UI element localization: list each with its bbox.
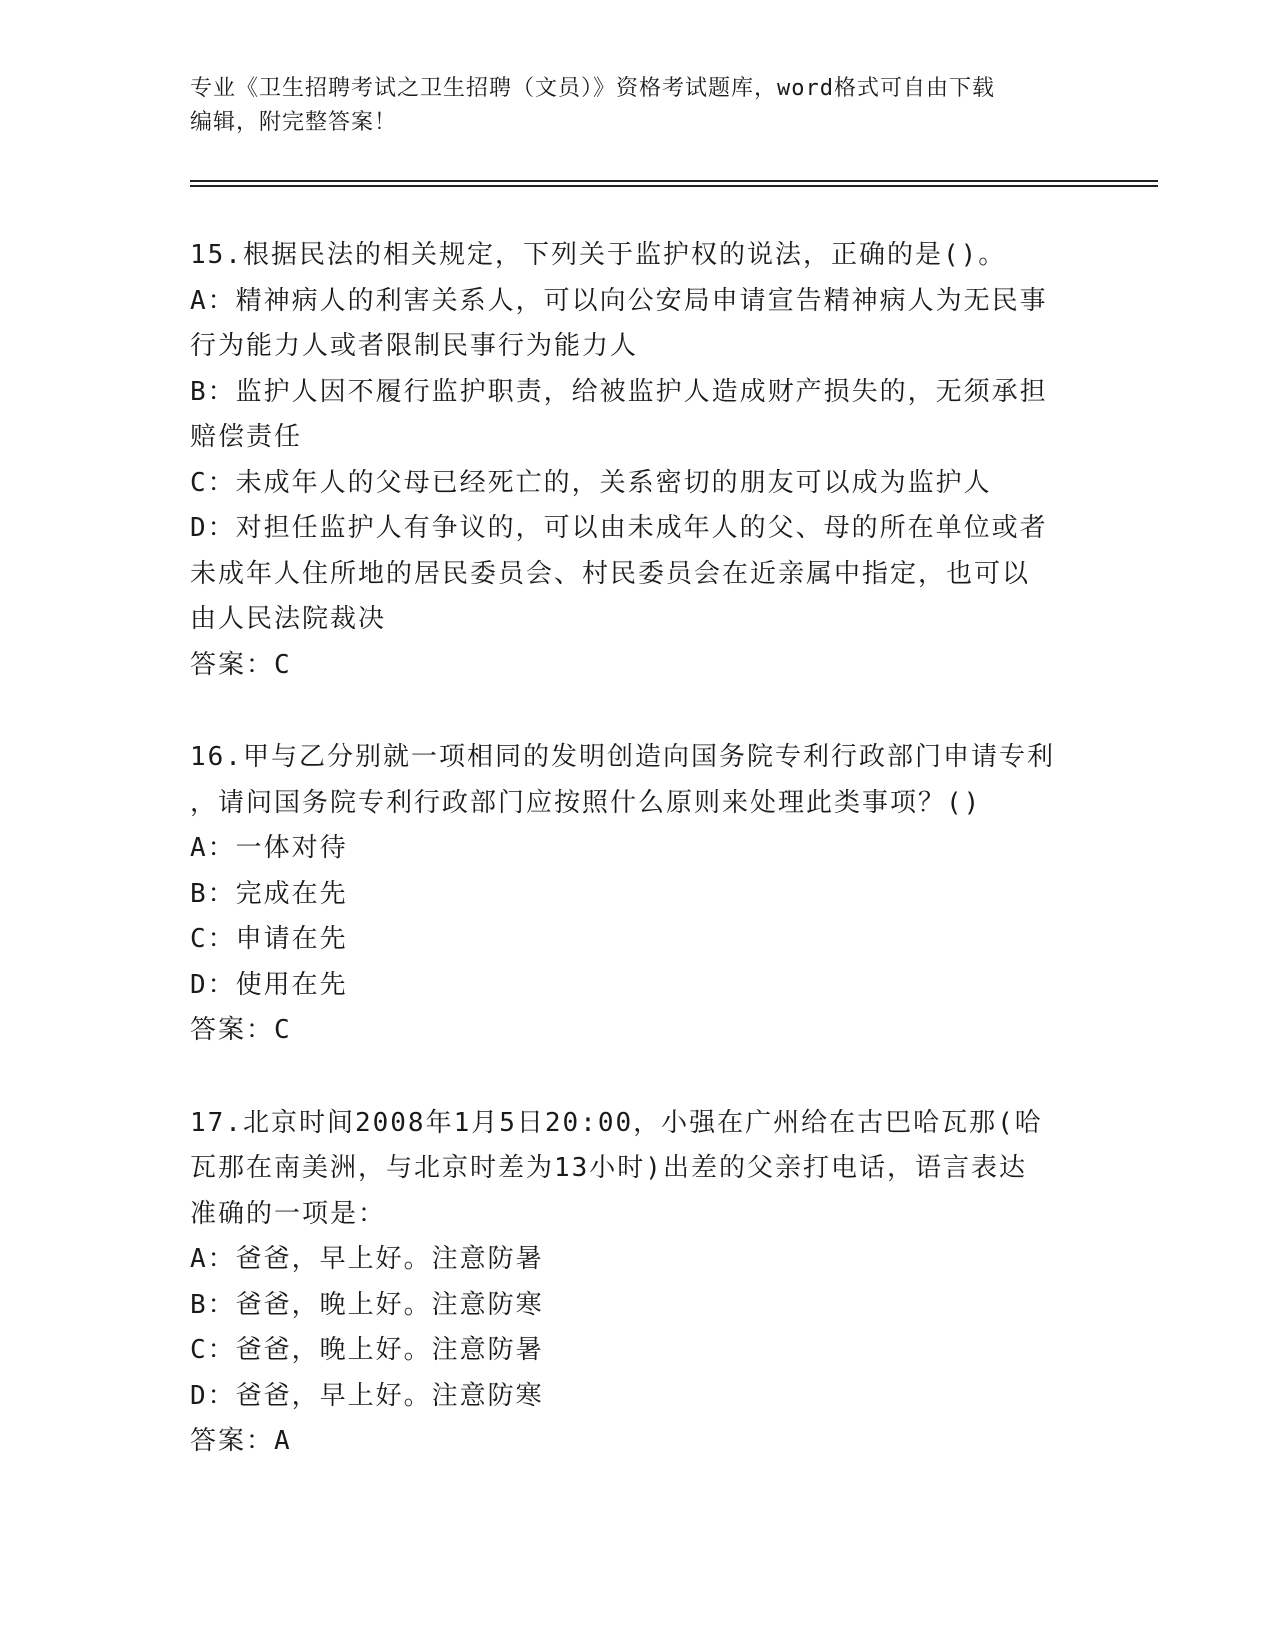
question-15-option-d: D：对担任监护人有争议的，可以由未成年人的父、母的所在单位或者 — [190, 513, 1048, 543]
question-17-option-d: D：爸爸，早上好。注意防寒 — [190, 1380, 544, 1411]
question-17-stem-cont-1: 瓦那在南美洲，与北京时差为13小时)出差的父亲打电话，语言表达 — [190, 1153, 1027, 1183]
question-15-option-a: A：精神病人的利害关系人，可以向公安局申请宣告精神病人为无民事 — [190, 285, 1048, 316]
header-divider-bottom — [190, 185, 1158, 187]
question-15-option-d-cont-2: 由人民法院裁决 — [190, 604, 387, 634]
question-15-option-d-cont-1: 未成年人住所地的居民委员会、村民委员会在近亲属中指定，也可以 — [190, 558, 1031, 589]
question-17-option-b: B：爸爸，晚上好。注意防寒 — [190, 1289, 544, 1320]
question-15-option-b-cont: 赔偿责任 — [190, 422, 303, 452]
question-15-stem: 15.根据民法的相关规定，下列关于监护权的说法，正确的是()。 — [190, 240, 1007, 270]
question-15 — [190, 233, 1090, 688]
question-17-option-a: A：爸爸，早上好。注意防暑 — [190, 1244, 544, 1274]
question-16-option-c: C：申请在先 — [190, 924, 348, 954]
question-17-answer: 答案：A — [190, 1426, 292, 1456]
header-line-2: 编辑，附完整答案！ — [190, 110, 398, 135]
question-15-option-a-cont: 行为能力人或者限制民事行为能力人 — [190, 331, 639, 361]
question-16-option-d: D：使用在先 — [190, 969, 348, 1000]
question-17-option-c: C：爸爸，晚上好。注意防暑 — [190, 1335, 544, 1365]
question-16 — [190, 735, 1090, 1054]
question-15-option-b: B：监护人因不履行监护职责，给被监护人造成财产损失的，无须承担 — [190, 376, 1048, 407]
question-16-answer: 答案：C — [190, 1015, 292, 1045]
question-17-stem: 17.北京时间2008年1月5日20:00，小强在广州给在古巴哈瓦那(哈 — [190, 1107, 1043, 1138]
question-15-option-c: C：未成年人的父母已经死亡的，关系密切的朋友可以成为监护人 — [190, 467, 992, 498]
question-list — [190, 233, 1090, 1512]
header-divider-top — [190, 180, 1158, 182]
header-line-1: 专业《卫生招聘考试之卫生招聘（文员）》资格考试题库，word格式可自由下载 — [190, 76, 995, 101]
question-15-answer: 答案：C — [190, 649, 292, 680]
question-16-option-b: B：完成在先 — [190, 878, 348, 909]
document-header — [190, 72, 1070, 140]
question-16-stem: 16.甲与乙分别就一项相同的发明创造向国务院专利行政部门申请专利 — [190, 742, 1055, 772]
question-16-option-a: A：一体对待 — [190, 833, 348, 863]
question-16-stem-cont: ，请问国务院专利行政部门应按照什么原则来处理此类事项？() — [190, 787, 982, 818]
question-17 — [190, 1101, 1090, 1465]
question-17-stem-cont-2: 准确的一项是： — [190, 1198, 387, 1229]
